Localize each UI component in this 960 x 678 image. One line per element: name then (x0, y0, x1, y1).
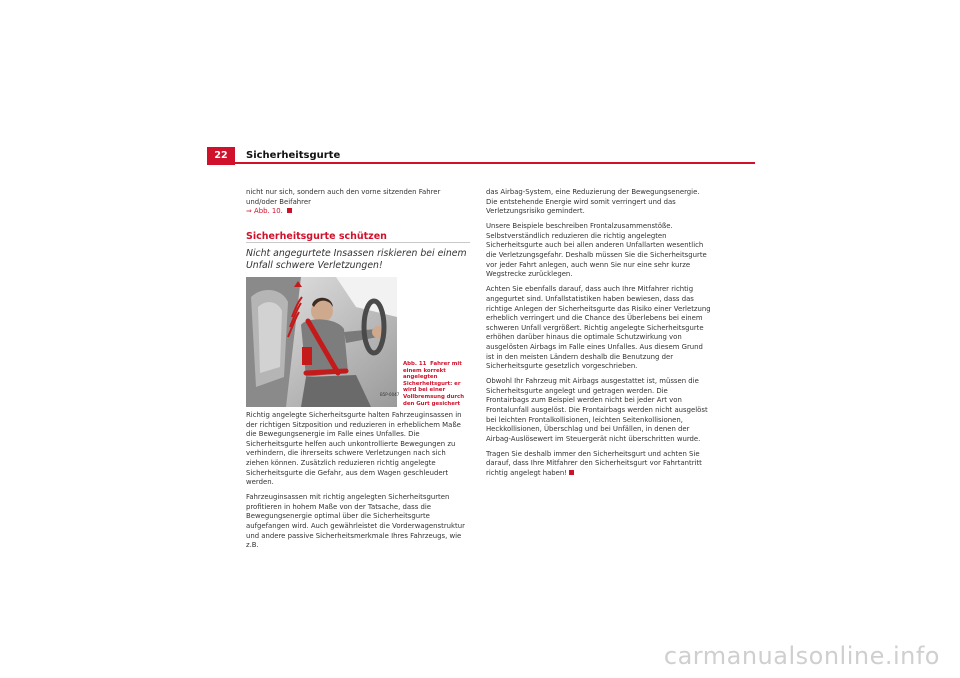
section-title: Sicherheitsgurte schützen (246, 231, 387, 242)
left-intro-text (246, 188, 470, 222)
left-body-text (246, 411, 470, 556)
watermark: carmanualsonline.info (663, 642, 940, 670)
right-paragraph-1: das Airbag-System, eine Reduzierung der Bewegungsenergie. Die entstehende Energie wird somit verringert und das Verletzungsrisiko gemindert. (486, 188, 700, 216)
end-marker-icon (287, 208, 292, 213)
right-paragraph-3: Achten Sie ebenfalls darauf, dass auch Ihre Mitfahrer richtig angegurtet sind. Unfallstatistiken haben bewiesen, dass das richtige Anlegen der Sicherheitsgurte das Risiko einer Verletzung erheblich verringert und die Chance des Überlebens bei einem schweren Unfall vergrößert. Richtig angelegte Sicherheitsgurte erhöhen darüber hinaus die optimale Schutzwirkung von ausgelösten Airbags im Falle eines Unfalles. Aus diesem Grund ist in den meisten Ländern deshalb die Benutzung der Sicherheitsgurte gesetzlich vorgeschrieben. (486, 285, 711, 371)
right-paragraph-5: Tragen Sie deshalb immer den Sicherheitsgurt und achten Sie darauf, dass Ihre Mitfahrer den Sicherheitsgurt vor Fahrtantritt richtig angelegt haben! (486, 449, 702, 478)
section-subtitle: Nicht angegurtete Insassen riskieren bei einem Unfall schwere Verletzungen! (246, 248, 467, 272)
left-paragraph-1: Richtig angelegte Sicherheitsgurte halten Fahrzeuginsassen in der richtigen Sitzposition und reduzieren in erheblichem Maße die Bewegungsenergie im Falle eines Unfalles. Die Sicherheitsgurte helfen auch unkontrollierte Bewegungen zu verhindern, die ihrerseits schwere Verletzungen nach sich ziehen können. Zusätzlich reduzieren richtig angelegte Sicherheitsgurte die Gefahr, aus dem Wagen geschleudert werden. (246, 411, 462, 487)
figure-caption: Abb. 11 Fahrer mit einem korrekt angelegten Sicherheitsgurt: er wird bei einer Vollbremsung durch den Gurt gesichert (403, 361, 465, 407)
right-paragraph-2: Unsere Beispiele beschreiben Frontalzusammenstöße. Selbstverständlich reduzieren die richtig angelegten Sicherheitsgurte auch bei allen anderen Unfallarten wesentlich die Verletzungsgefahr. Deshalb müssen Sie die Sicherheitsgurte vor jeder Fahrt anlegen, auch wenn Sie nur eine sehr kurze Wegstrecke zurücklegen. (486, 222, 707, 279)
figure-10-link[interactable]: ⇒ Abb. 10 (246, 207, 281, 216)
figure-code: B5P-0047 (380, 392, 400, 397)
figure-driver-seatbelt (246, 277, 400, 407)
section-rule (246, 242, 470, 243)
intro-paragraph: nicht nur sich, sondern auch den vorne sitzenden Fahrer und/oder Beifahrer ⇒ Abb. 10. (246, 188, 441, 216)
header-rule (207, 162, 755, 164)
left-paragraph-2: Fahrzeuginsassen mit richtig angelegten Sicherheitsgurten profitieren in hohem Maße von der Tatsache, dass die Bewegungsenergie optimal über die Sicherheitsgurte aufgefangen wird. Auch gewährleistet die Vorderwagenstruktur und andere passive Sicherheitsmerkmale Ihres Fahrzeugs, wie z.B. (246, 493, 465, 550)
right-paragraph-4: Obwohl Ihr Fahrzeug mit Airbags ausgestattet ist, müssen die Sicherheitsgurte angelegt und getragen werden. Die Frontairbags zum Beispiel werden nicht bei jeder Art von Frontalunfall ausgelöst. Die Frontairbags werden nicht ausgelöst bei leichten Frontalkollisionen, leichten Seitenkollisionen, Heckkollisionen, Überschlag und bei Unfällen, in denen der Airbag-Auslösewert im Steuergerät nicht überschritten wurde. (486, 377, 708, 443)
page-number: 22 (207, 147, 235, 165)
running-header-title: Sicherheitsgurte (246, 150, 341, 161)
end-marker-icon (569, 470, 574, 475)
right-body-text (486, 188, 711, 484)
